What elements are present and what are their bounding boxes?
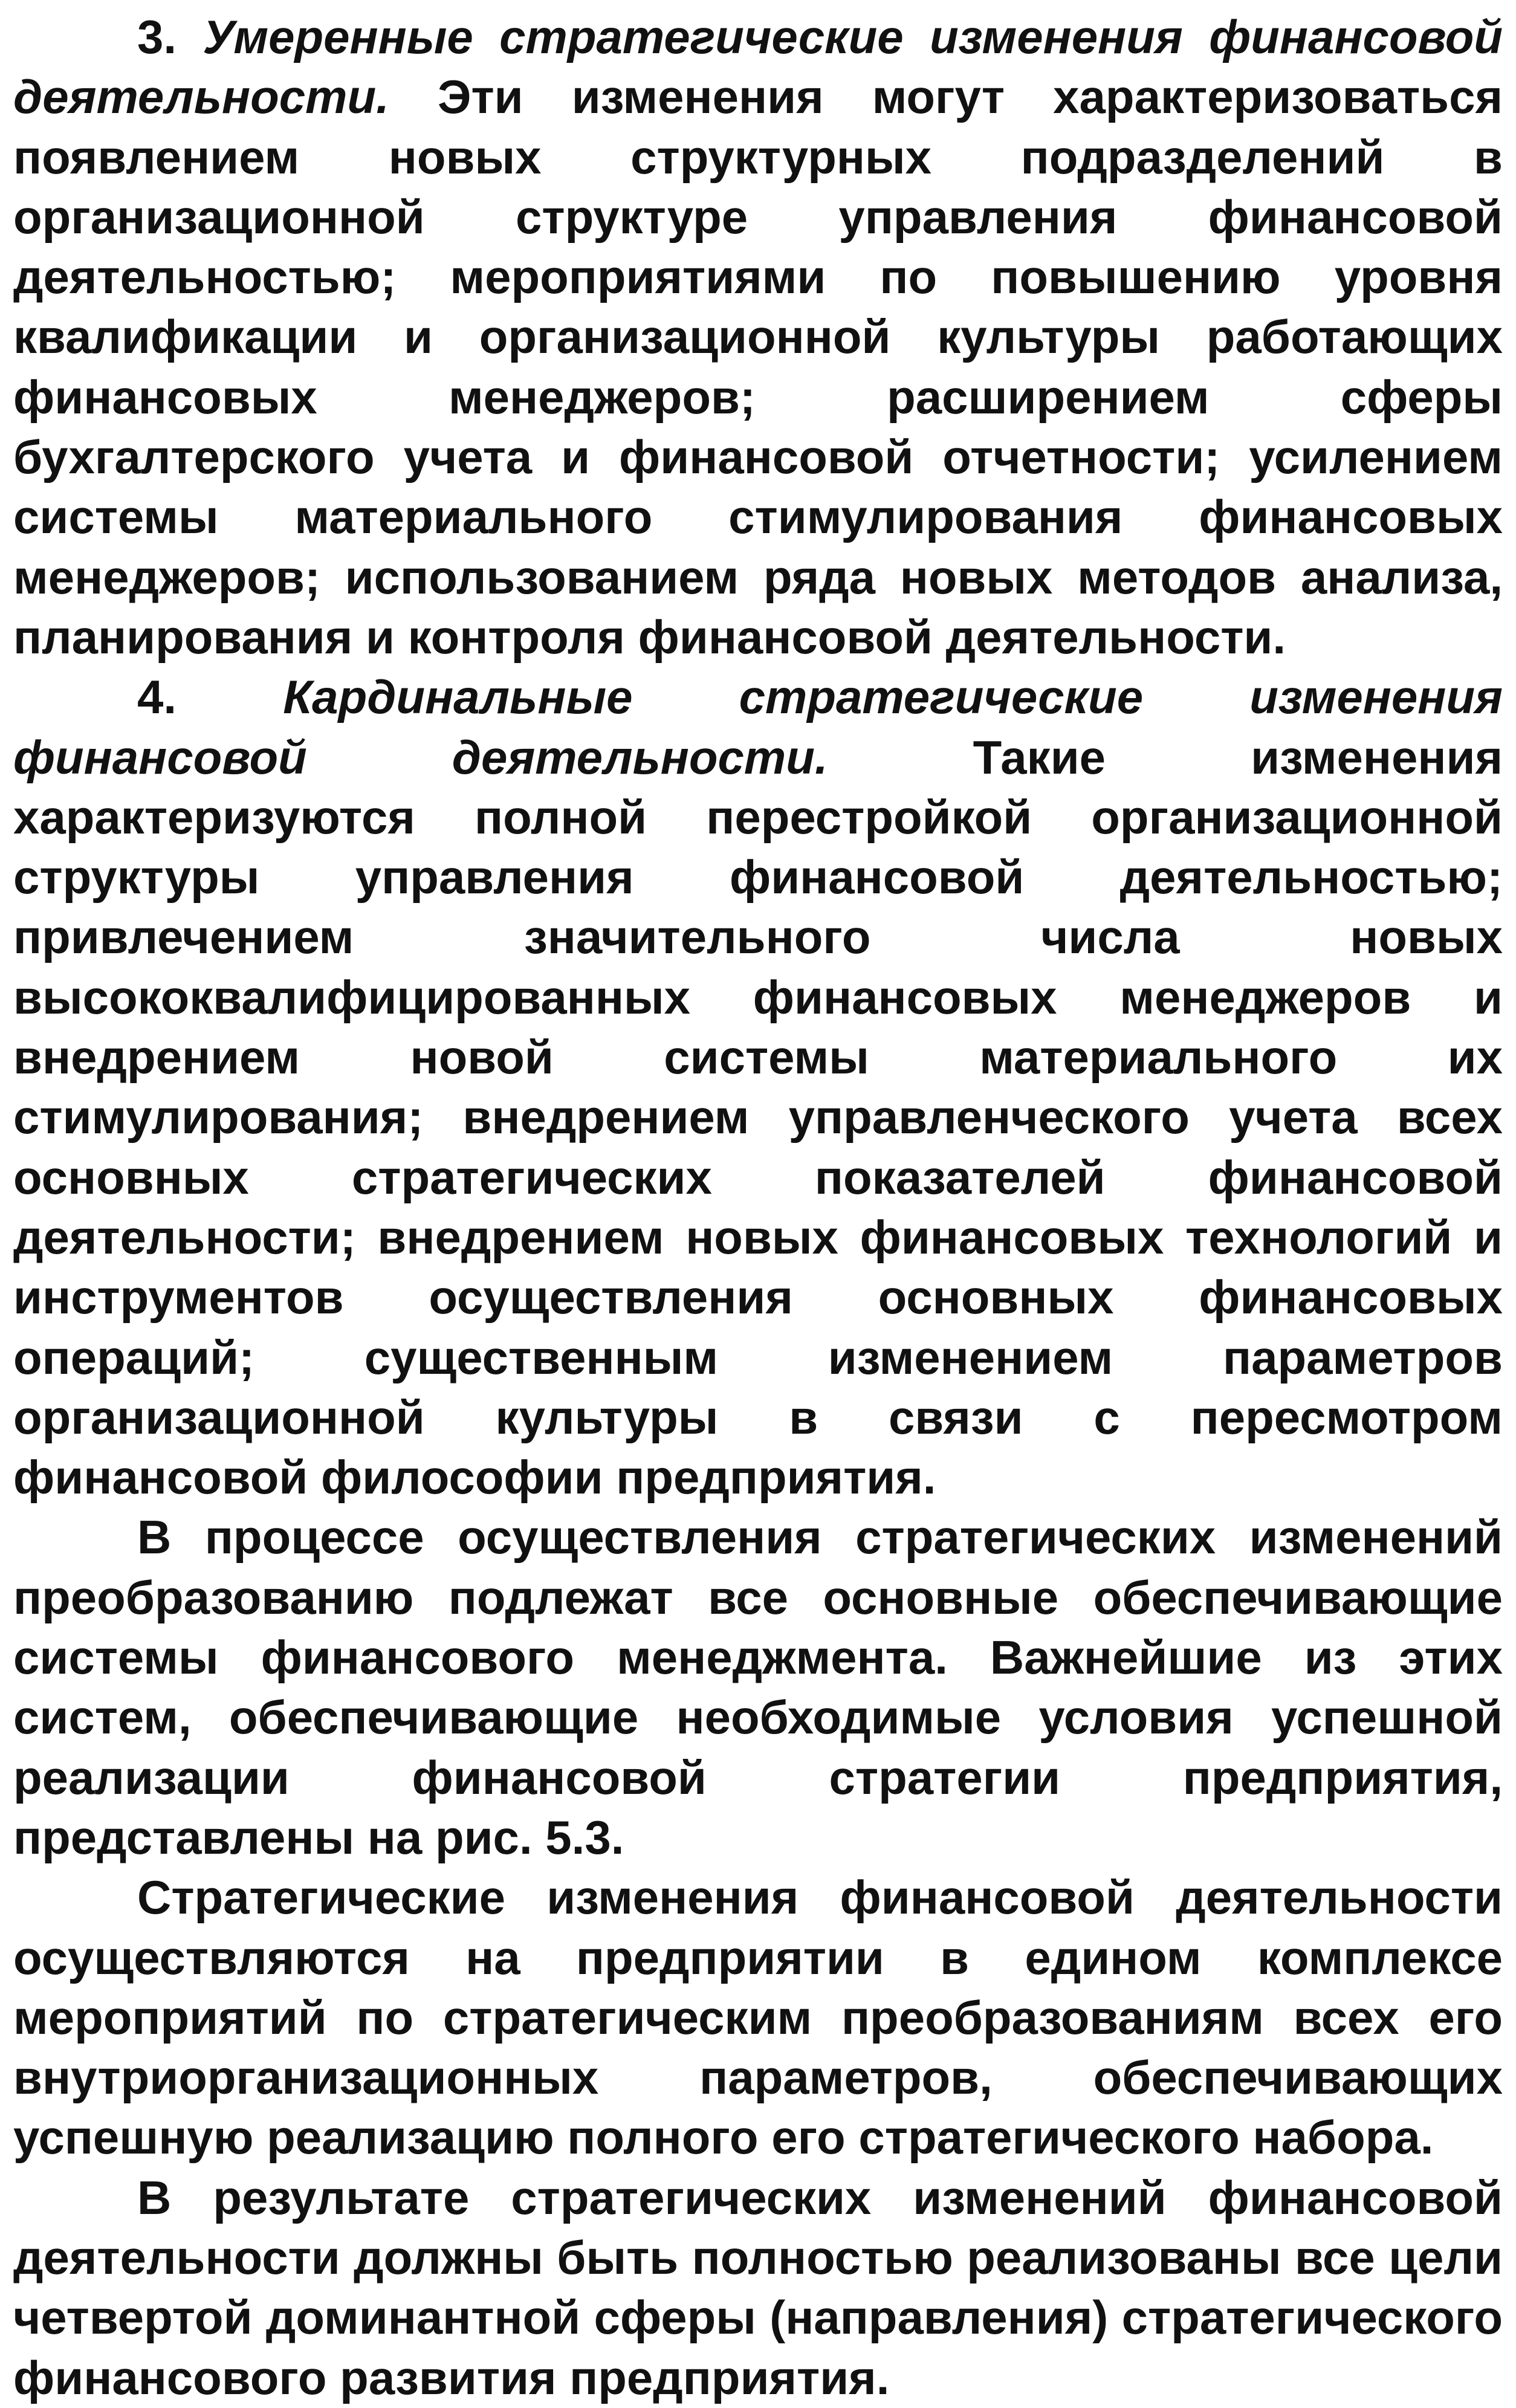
- item-number: 4.: [137, 670, 283, 724]
- paragraph-text: Такие изменения характеризуются полной перестройкой организационной структуры управления финансовой деятельностью; привлечением значительного числа новых высококвалифицированных финансовых менеджеров и внедрением новой системы материального их стимулирования; внедрением управленческого учета всех основных стратегических показателей финансовой деятельности; внедрением новых финансовых технологий и инструментов осуществления основных финансовых операций; существенным изменением параметров организационной культуры в связи с пересмотром финансовой философии предприятия.: [13, 730, 1503, 1504]
- item-number: 3.: [137, 10, 203, 63]
- document-page: [13, 7, 1503, 2408]
- paragraph-text: Стратегические изменения финансовой деятельности осуществляются на предприятии в едином комплексе мероприятий по стратегическим преобразованиям всех его внутриорганизационных параметров, обеспечивающих успешную реализацию полного его стратегического набора.: [13, 1871, 1503, 2164]
- paragraph-text: В результате стратегических изменений финансовой деятельности должны быть полностью реализованы все цели четвертой доминантной сферы (направления) стратегического финансового развития предприятия.: [13, 2170, 1503, 2404]
- paragraph-text: Эти изменения могут характеризоваться появлением новых структурных подразделений в организационной структуре управления финансовой деятельностью; мероприятиями по повышению уровня квалификации и организационной культуры работающих финансовых менеджеров; расширением сферы бухгалтерского учета и финансовой отчетности; усилением системы материального стимулирования финансовых менеджеров; использованием ряда новых методов анализа, планирования и контроля финансовой деятельности.: [13, 70, 1503, 664]
- paragraph-text: В процессе осуществления стратегических изменений преобразованию подлежат все основные обеспечивающие системы финансового менеджмента. Важнейшие из этих систем, обеспечивающие необходимые условия успешной реализации финансовой стратегии предприятия, представлены на рис. 5.3.: [13, 1510, 1503, 1864]
- paragraph-complex-measures: [13, 1868, 1503, 2167]
- paragraph-cardinal-changes: [13, 667, 1503, 1507]
- item-heading: Умеренные стратегические изменения финансовой деятельности.: [13, 10, 1503, 124]
- paragraph-support-systems: [13, 1507, 1503, 1868]
- item-heading: Кардинальные стратегические изменения финансовой деятельности.: [13, 670, 1503, 784]
- paragraph-result: [13, 2168, 1503, 2408]
- paragraph-moderate-changes: [13, 7, 1503, 667]
